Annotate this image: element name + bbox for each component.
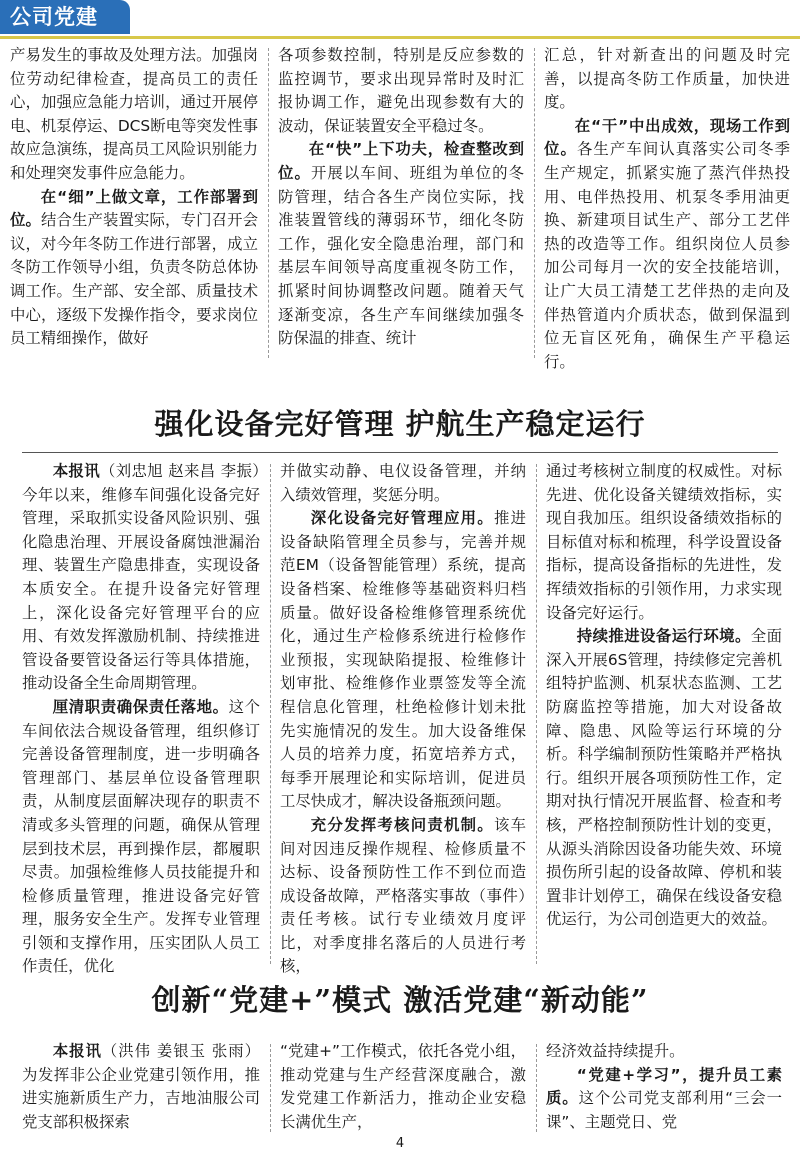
a2-column-1: [22, 1040, 260, 1134]
paragraph: [280, 814, 526, 979]
paragraph: [280, 460, 526, 507]
paragraph: [544, 115, 790, 375]
header-rule: [0, 36, 800, 39]
paragraph: [278, 44, 524, 138]
paragraph-text: 这个公司党支部利用“三会一课”、主题党日、党: [546, 1089, 782, 1131]
s1-column-3: [544, 44, 790, 371]
paragraph-text: 该车间对因违反操作规程、检修质量不达标、设备预防性工作不到位而造成设备故障，严格落实事故（事件）责任考核。试行专业绩效月度评比，对季度排名落后的人员进行考核，: [280, 815, 526, 976]
column-divider: [534, 48, 535, 358]
paragraph-lead: 在“干”中出成效，现场工作到位。: [544, 116, 790, 159]
paragraph: [280, 1040, 526, 1134]
paragraph: [22, 460, 260, 696]
column-divider: [268, 48, 269, 358]
paragraph-lead: 本报讯: [52, 1042, 102, 1060]
a1-column-1: [22, 460, 260, 976]
paragraph-text: 各生产车间认真落实公司冬季生产规定，抓紧实施了蒸汽伴热投用、电伴热投用、机泵冬季用油更换、新建项目试生产、部分工艺伴热的改造等工作。组织岗位人员参加公司每月一次的安全技能培训，让广大员工清楚工艺伴热的走向及伴热管道内介质状态，做到保温到位无盲区死角，确保生产平稳运行。: [544, 140, 790, 371]
paragraph-text: 产易发生的事故及处理方法。加强岗位劳动纪律检查，提高员工的责任心，加强应急能力培训，通过开展停电、机泵停运、DCS断电等突发性事故应急演练，提高员工风险识别能力和处理突发事件应急能力。: [10, 46, 258, 182]
paragraph-lead: 持续推进设备运行环境。: [576, 627, 751, 646]
column-divider: [536, 1044, 537, 1132]
paragraph-lead: 本报讯: [52, 462, 101, 480]
paragraph-lead: 充分发挥考核问责机制。: [310, 815, 494, 834]
paragraph-lead: 在“快”上下功夫，检查整改到位。: [278, 140, 524, 182]
paragraph-text: 结合生产装置实际，专门召开会议，对今年冬防工作进行部署，成立冬防工作领导小组，负责冬防总体协调工作。生产部、安全部、质量技术中心，逐级下发操作指令，要求岗位员工精细操作，做好: [10, 211, 258, 348]
paragraph: [10, 44, 258, 186]
s1-column-2: [278, 44, 524, 364]
paragraph-text: 各项参数控制，特别是反应参数的监控调节，要求出现异常时及时汇报协调工作，避免出现参数有大的波动，保证装置安全平稳过冬。: [278, 46, 524, 135]
paragraph-lead: 在“细”上做文章，工作部署到位。: [10, 187, 258, 230]
paragraph-text: 通过考核树立制度的权威性。对标先进、优化设备关键绩效指标，实现自我加压。组织设备绩效指标的目标值对标和梳理，科学设置设备指标，提高设备指标的先进性，发挥绩效指标的引领作用，力求实现设备完好运行。: [546, 462, 782, 622]
paragraph: [22, 1040, 260, 1134]
paragraph: [280, 507, 526, 814]
column-divider: [270, 1044, 271, 1132]
paragraph-lead: “党建+学习”，提升员工素质。: [546, 1065, 782, 1108]
paragraph-text: 全面深入开展6S管理，持续修定完善机组特护监测、机泵状态监测、工艺防腐监控等措施，加大对设备故障、隐患、风险等运行环境的分析。科学编制预防性策略并严格执行。组织开展各项预防性工作，定期对执行情况开展监督、检查和考核，严格控制预防性计划的变更，从源头消除因设备功能失效、环境损伤所引起的设备故障、停机和装置非计划停工，确保在线设备安稳优运行，为公司创造更大的效益。: [546, 627, 782, 929]
paragraph-text: 推进设备缺陷管理全员参与，完善并规范EM（设备智能管理）系统，提高设备档案、检维修等基础资料归档质量。做好设备检维修管理系统优化，通过生产检修系统进行检修作业预报，实现缺陷提报、检维修计划审批、检维修作业票签发等全流程信息化管理，杜绝检修计划未批先实施情况的发生。加大设备维保人员的培养力度，拓宽培养方式，每季开展理论和实际培训，促进员工尽快成才，解决设备瓶颈问题。: [280, 509, 526, 811]
a1-column-2: [280, 460, 526, 976]
paragraph: [546, 1064, 782, 1135]
paragraph: [10, 186, 258, 351]
column-divider: [536, 464, 537, 964]
a1-column-3: [546, 460, 782, 965]
paragraph-lead: 厘清职责确保责任落地。: [52, 697, 229, 716]
a2-column-3: [546, 1040, 782, 1134]
a2-column-2: [280, 1040, 526, 1134]
paragraph: [546, 460, 782, 625]
paragraph-text: 经济效益持续提升。: [546, 1042, 685, 1060]
page-number: 4: [395, 1136, 405, 1151]
section-tag: 公司党建: [0, 0, 130, 34]
paragraph-text: 开展以车间、班组为单位的冬防管理，结合各生产岗位实际，找准装置管线的薄弱环节，细化冬防工作，强化安全隐患治理，部门和基层车间领导高度重视冬防工作，抓紧时间协调整改问题。随着天气逐渐变凉，各生产车间继续加强冬防保温的排查、统计: [278, 163, 524, 348]
paragraph-text: “党建+”工作模式，依托各党小组，推动党建与生产经营深度融合，激发党建工作新活力，推动企业安稳长满优生产，: [280, 1042, 526, 1131]
paragraph-text: 这个车间依法合规设备管理，组织修订完善设备管理制度，进一步明确各管理部门、基层单位设备管理职责，从制度层面解决现存的职责不清或多头管理的问题，确保从管理层到技术层，再到操作层，都履职尽责。加强检维修人员技能提升和检修质量管理，推进设备完好管理，服务安全生产。发挥专业管理引领和支撑作用，压实团队人员工作责任，优化: [22, 697, 260, 976]
paragraph-text: （刘忠旭 赵来昌 李振）今年以来，维修车间强化设备完好管理，采取抓实设备风险识别、强化隐患治理、开展设备腐蚀泄漏治理、装置生产隐患排查，实现设备本质安全。在提升设备完好管理上，深化设备完好管理平台的应用、有效发挥激励机制、持续推进管设备要管设备运行等具体措施，推动设备全生命周期管理。: [22, 462, 260, 693]
paragraph-text: （洪伟 姜银玉 张雨）为发挥非公企业党建引领作用，推进实施新质生产力，吉地油服公司党支部积极探索: [22, 1042, 260, 1131]
headline-rule: [22, 452, 778, 453]
article2-headline: 创新“党建+”模式 激活党建“新动能”: [151, 983, 649, 1017]
paragraph: [278, 138, 524, 350]
page-header: [0, 0, 800, 40]
paragraph: [22, 696, 260, 979]
paragraph-text: 并做实动静、电仪设备管理，并纳入绩效管理，奖惩分明。: [280, 462, 526, 504]
column-divider: [270, 464, 271, 964]
paragraph: [544, 44, 790, 115]
paragraph-lead: 深化设备完好管理应用。: [310, 509, 494, 528]
paragraph-text: 汇总，针对新查出的问题及时完善，以提高冬防工作质量，加快进度。: [544, 46, 790, 112]
paragraph: [546, 1040, 782, 1064]
article1-headline: 强化设备完好管理 护航生产稳定运行: [154, 407, 646, 441]
paragraph: [546, 625, 782, 932]
s1-column-1: [10, 44, 258, 364]
